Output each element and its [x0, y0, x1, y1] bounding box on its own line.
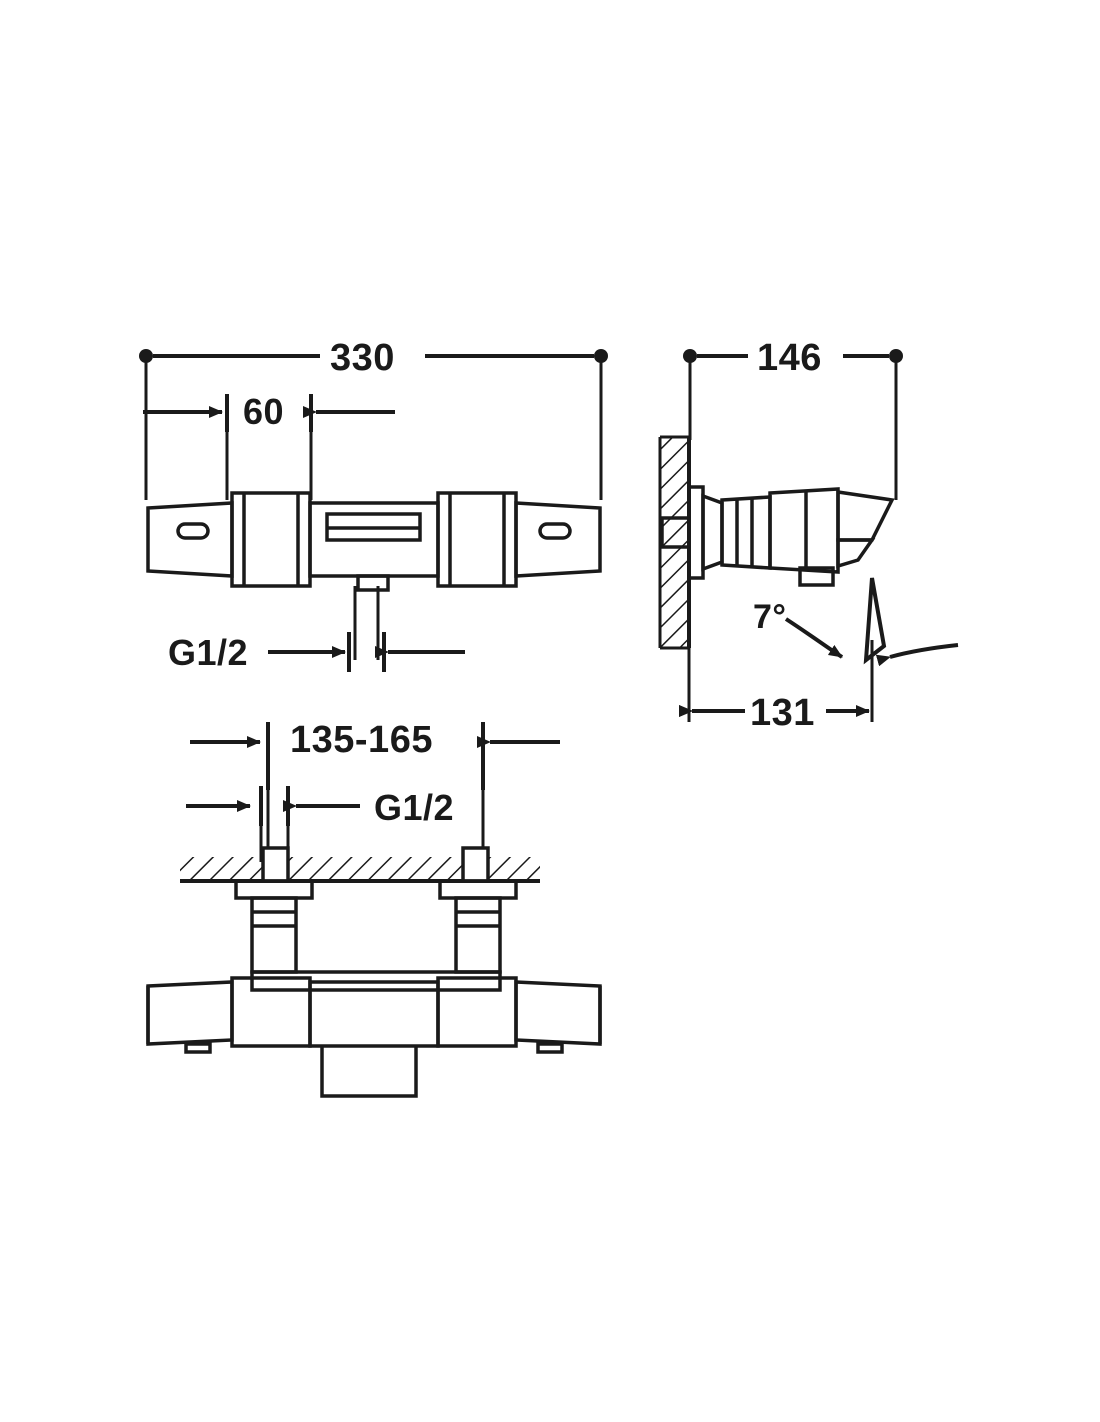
dimension-label-146: 146: [757, 337, 822, 379]
top-installation-view: [148, 848, 600, 1096]
dimension-label-g12-top: G1/2: [374, 787, 455, 828]
dimension-label-angle: 7°: [753, 598, 787, 636]
dimension-label-g12-front: G1/2: [168, 632, 249, 673]
dimension-label-330: 330: [330, 337, 395, 379]
dimension-label-60: 60: [243, 391, 285, 432]
dimension-inlet-thread-g12-front: [268, 586, 465, 672]
dimension-label-135-165: 135-165: [290, 719, 433, 761]
dimension-label-131: 131: [750, 692, 815, 734]
front-elevation-view: [148, 493, 600, 590]
